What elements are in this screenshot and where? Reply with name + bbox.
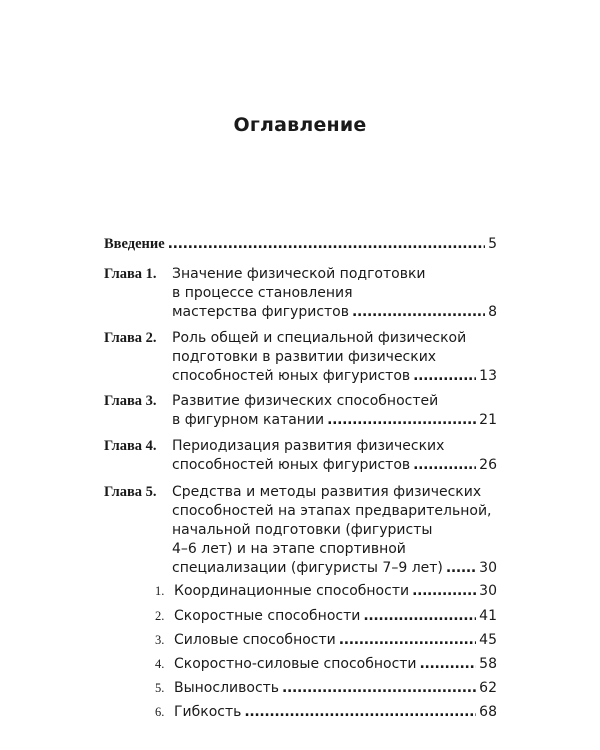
page-number: 41 bbox=[479, 608, 497, 624]
subsection-title: Скоростно-силовые способности bbox=[174, 656, 417, 672]
chapter-title-line: в фигурном катании bbox=[172, 412, 325, 428]
toc-entry-chapter-1[interactable] bbox=[172, 303, 497, 322]
page-number: 58 bbox=[479, 656, 497, 672]
chapter-label: Глава 2. bbox=[104, 330, 157, 346]
dot-leader bbox=[413, 367, 476, 386]
chapter-title-line: в процессе становления bbox=[172, 285, 353, 301]
page-number: 13 bbox=[479, 368, 497, 384]
chapter-title-line: Развитие физических способностей bbox=[172, 393, 439, 409]
dot-leader bbox=[446, 559, 476, 578]
toc-entry-chapter-4[interactable] bbox=[172, 456, 497, 475]
toc-entry-chapter-3[interactable] bbox=[172, 411, 497, 430]
chapter-title-line: 4–6 лет) и на этапе спортивной bbox=[172, 541, 406, 557]
subsection-title: Гибкость bbox=[174, 704, 242, 720]
chapter-title-line: способностей юных фигуристов bbox=[172, 457, 411, 473]
chapter-title-line: Роль общей и специальной физической bbox=[172, 330, 467, 346]
page-number: 8 bbox=[488, 304, 497, 320]
page-number: 30 bbox=[479, 583, 497, 599]
subsection-number: 3. bbox=[155, 633, 165, 647]
toc-entry-chapter-2[interactable] bbox=[172, 367, 497, 386]
chapter-title-line: мастерства фигуристов bbox=[172, 304, 349, 320]
page-number: 68 bbox=[479, 704, 497, 720]
page-number: 5 bbox=[488, 236, 497, 252]
chapter-label: Глава 4. bbox=[104, 438, 157, 454]
page-number: 21 bbox=[479, 412, 497, 428]
dot-leader bbox=[168, 235, 485, 254]
chapter-title-line: Значение физической подготовки bbox=[172, 266, 426, 282]
dot-leader bbox=[413, 456, 476, 475]
toc-entry-subsection-4[interactable] bbox=[174, 655, 497, 674]
subsection-number: 5. bbox=[155, 681, 165, 695]
toc-entry-subsection-1[interactable] bbox=[174, 582, 497, 601]
chapter-title-line: способностей на этапах предварительной, bbox=[172, 503, 492, 519]
dot-leader bbox=[282, 679, 476, 698]
page-number: 45 bbox=[479, 632, 497, 648]
toc-entry-chapter-5[interactable] bbox=[172, 559, 497, 578]
subsection-title: Координационные способности bbox=[174, 583, 410, 599]
page-number: 30 bbox=[479, 560, 497, 576]
page-number: 26 bbox=[479, 457, 497, 473]
intro-label: Введение bbox=[104, 236, 165, 252]
toc-entry-subsection-6[interactable] bbox=[174, 703, 497, 722]
toc-entry-subsection-3[interactable] bbox=[174, 631, 497, 650]
page-title: Оглавление bbox=[233, 114, 367, 136]
chapter-title-line: Периодизация развития физических bbox=[172, 438, 445, 454]
subsection-number: 1. bbox=[155, 584, 165, 598]
chapter-label: Глава 1. bbox=[104, 266, 157, 282]
subsection-number: 2. bbox=[155, 609, 165, 623]
subsection-number: 6. bbox=[155, 705, 165, 719]
chapter-title-line: специализации (фигуристы 7–9 лет) bbox=[172, 560, 443, 576]
chapter-label: Глава 3. bbox=[104, 393, 157, 409]
subsection-number: 4. bbox=[155, 657, 165, 671]
chapter-title-line: Средства и методы развития физических bbox=[172, 484, 482, 500]
dot-leader bbox=[363, 607, 476, 626]
dot-leader bbox=[244, 703, 476, 722]
chapter-label: Глава 5. bbox=[104, 484, 157, 500]
dot-leader bbox=[412, 582, 476, 601]
chapter-title-line: подготовки в развитии физических bbox=[172, 349, 437, 365]
dot-leader bbox=[339, 631, 476, 650]
chapter-title-line: начальной подготовки (фигуристы bbox=[172, 522, 433, 538]
toc-entry-subsection-5[interactable] bbox=[174, 679, 497, 698]
toc-entry-intro[interactable] bbox=[104, 235, 497, 254]
subsection-title: Выносливость bbox=[174, 680, 280, 696]
chapter-title-line: способностей юных фигуристов bbox=[172, 368, 411, 384]
dot-leader bbox=[352, 303, 485, 322]
toc-entry-subsection-2[interactable] bbox=[174, 607, 497, 626]
subsection-title: Силовые способности bbox=[174, 632, 336, 648]
dot-leader bbox=[327, 411, 476, 430]
dot-leader bbox=[420, 655, 477, 674]
subsection-title: Скоростные способности bbox=[174, 608, 361, 624]
page-number: 62 bbox=[479, 680, 497, 696]
